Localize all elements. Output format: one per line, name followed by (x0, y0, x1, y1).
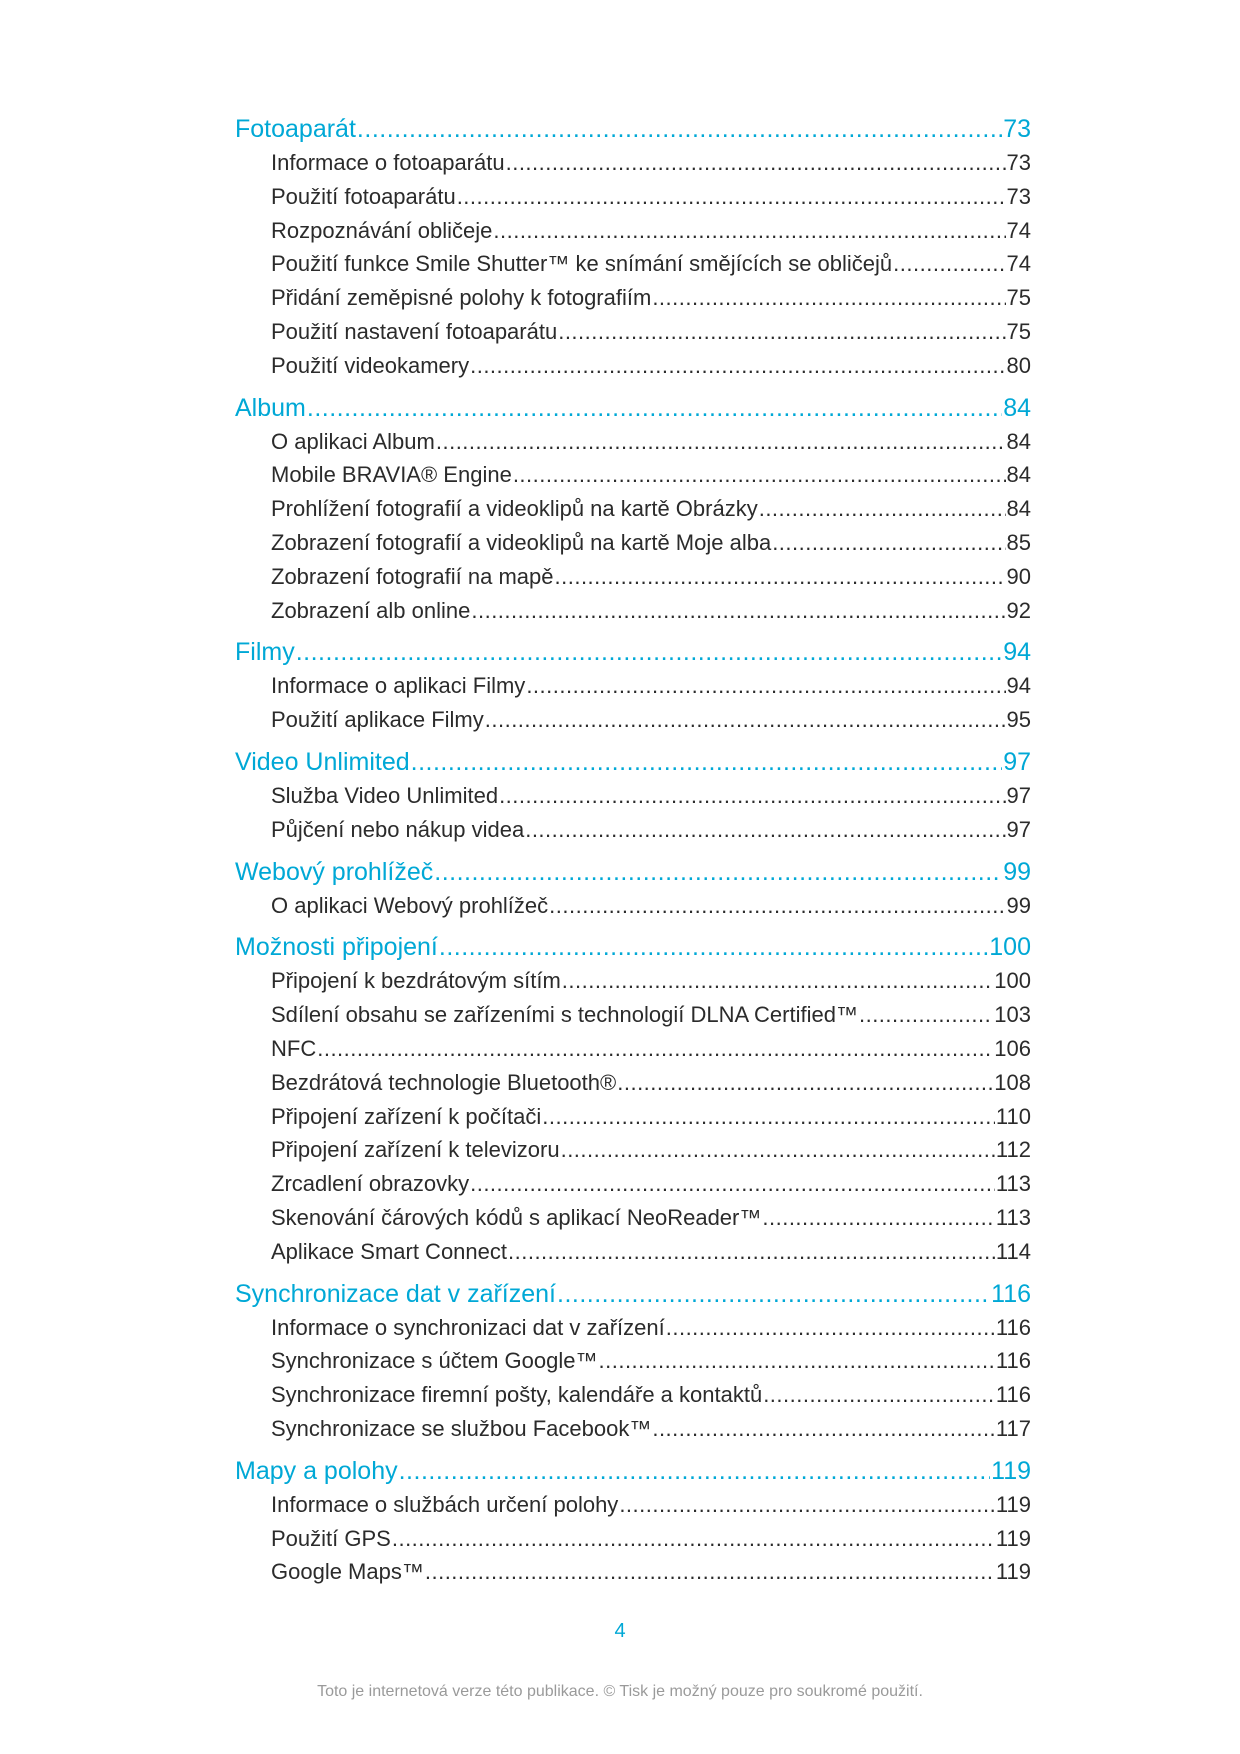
toc-entry[interactable] (235, 247, 1031, 281)
toc-chapter-page: 84 (1003, 393, 1031, 422)
toc-entry-page: 84 (1006, 462, 1031, 488)
toc-entry-title: Přidání zeměpisné polohy k fotografiím (271, 285, 652, 311)
toc-entry-title: Použití videokamery (271, 352, 470, 378)
toc-leader-dots (296, 635, 1002, 669)
toc-leader-dots (555, 560, 1006, 594)
toc-entry-page: 97 (1006, 782, 1031, 808)
toc-entry-title: Informace o fotoaparátu (271, 150, 505, 175)
toc-entry-page: 80 (1006, 352, 1031, 378)
toc-entry-title: Připojení zařízení k počítači (271, 1103, 542, 1129)
toc-entry-page: 119 (995, 1525, 1031, 1551)
toc-entry-page: 94 (1006, 673, 1031, 699)
toc-entry-page: 100 (994, 968, 1031, 994)
toc-entry-title: Zobrazení fotografií a videoklipů na kartě Moje alba (271, 529, 772, 555)
toc-entry-page: 103 (994, 1002, 1031, 1028)
toc-entry-title: Rozpoznávání obličeje (271, 217, 493, 243)
toc-entry[interactable] (235, 1488, 1031, 1522)
toc-entry-page: 114 (995, 1238, 1031, 1264)
toc-entry-page: 119 (995, 1559, 1031, 1585)
toc-leader-dots (493, 214, 1005, 248)
toc-entry[interactable] (235, 425, 1031, 459)
toc-leader-dots (470, 349, 1005, 383)
toc-leader-dots (506, 146, 1006, 180)
toc-chapter[interactable] (235, 855, 1031, 889)
toc-leader-dots (617, 1066, 993, 1100)
toc-entry-title: Použití aplikace Filmy (271, 707, 484, 733)
toc-entry-page: 112 (995, 1137, 1031, 1163)
toc-leader-dots (513, 458, 1006, 492)
toc-entry[interactable] (235, 813, 1031, 847)
toc-leader-dots (434, 855, 1002, 889)
toc-entry[interactable] (235, 1522, 1031, 1556)
toc-entry[interactable] (235, 1167, 1031, 1201)
toc-leader-dots (317, 1032, 993, 1066)
toc-leader-dots (762, 1201, 995, 1235)
toc-leader-dots (542, 1100, 995, 1134)
toc-entry-title: Použití GPS (271, 1525, 391, 1551)
toc-entry[interactable] (235, 1100, 1031, 1134)
toc-chapter-page: 116 (991, 1279, 1031, 1308)
toc-chapter[interactable] (235, 1277, 1031, 1311)
toc-entry-page: 108 (994, 1069, 1031, 1095)
toc-leader-dots (619, 1488, 995, 1522)
toc-entry[interactable] (235, 669, 1031, 703)
toc-entry[interactable] (235, 889, 1031, 923)
toc-entry-title: Synchronizace firemní pošty, kalendáře a kontaktů (271, 1382, 763, 1408)
toc-entry[interactable] (235, 458, 1031, 492)
toc-chapter-page: 119 (991, 1456, 1031, 1485)
toc-chapter[interactable] (235, 1454, 1031, 1488)
toc-entry-page: 99 (1006, 892, 1031, 918)
toc-entry[interactable] (235, 315, 1031, 349)
toc-entry[interactable] (235, 560, 1031, 594)
toc-entry-title: Skenování čárových kódů s aplikací NeoReader™ (271, 1204, 762, 1230)
toc-entry[interactable] (235, 1378, 1031, 1412)
toc-entry[interactable] (235, 1311, 1031, 1345)
toc-leader-dots (425, 1555, 995, 1589)
toc-entry-page: 117 (995, 1415, 1031, 1441)
toc-leader-dots (399, 1454, 991, 1488)
toc-entry-title: Informace o aplikaci Filmy (271, 673, 526, 699)
toc-leader-dots (392, 1522, 995, 1556)
toc-entry[interactable] (235, 214, 1031, 248)
toc-entry-page: 116 (995, 1348, 1031, 1374)
toc-chapter-page: 97 (1003, 747, 1031, 776)
toc-entry[interactable] (235, 703, 1031, 737)
toc-chapter[interactable] (235, 635, 1031, 669)
toc-chapter-page: 100 (989, 933, 1031, 962)
toc-leader-dots (525, 813, 1005, 847)
toc-leader-dots (763, 1378, 995, 1412)
toc-leader-dots (666, 1311, 995, 1345)
toc-leader-dots (508, 1235, 995, 1269)
toc-chapter-title: Možnosti připojení (235, 933, 438, 962)
toc-entry[interactable] (235, 1555, 1031, 1589)
toc-entry-title: Synchronizace se službou Facebook™ (271, 1415, 652, 1441)
toc-chapter[interactable] (235, 112, 1031, 146)
toc-entry-page: 119 (995, 1491, 1031, 1517)
toc-leader-dots (772, 526, 1005, 560)
toc-entry-page: 75 (1006, 285, 1031, 311)
toc-entry-page: 92 (1006, 597, 1031, 623)
toc-leader-dots (652, 281, 1005, 315)
toc-entry[interactable] (235, 998, 1031, 1032)
table-of-contents (235, 112, 1031, 1589)
toc-chapter[interactable] (235, 930, 1031, 964)
toc-entry[interactable] (235, 964, 1031, 998)
toc-entry-title: Zobrazení fotografií na mapě (271, 563, 554, 589)
toc-chapter-title: Webový prohlížeč (235, 857, 434, 886)
toc-leader-dots (759, 492, 1006, 526)
toc-leader-dots (549, 889, 1005, 923)
toc-leader-dots (859, 998, 993, 1032)
toc-entry-title: Informace o synchronizaci dat v zařízení (271, 1314, 665, 1340)
toc-entry-title: Zobrazení alb online (271, 597, 471, 623)
toc-entry-page: 73 (1006, 150, 1031, 175)
toc-leader-dots (307, 391, 1002, 425)
toc-entry-title: Použití funkce Smile Shutter™ ke snímání smějících se obličejů (271, 251, 893, 277)
toc-entry[interactable] (235, 180, 1031, 214)
toc-entry[interactable] (235, 1066, 1031, 1100)
toc-entry-page: 90 (1006, 563, 1031, 589)
toc-entry-title: Připojení k bezdrátovým sítím (271, 968, 561, 994)
toc-entry-title: Prohlížení fotografií a videoklipů na kartě Obrázky (271, 496, 758, 522)
toc-leader-dots (562, 964, 994, 998)
toc-chapter-title: Fotoaparát (235, 115, 356, 143)
toc-entry-page: 84 (1006, 496, 1031, 522)
toc-entry[interactable] (235, 146, 1031, 180)
toc-chapter-title: Mapy a polohy (235, 1456, 398, 1485)
toc-entry-title: NFC (271, 1035, 317, 1061)
toc-entry-page: 113 (995, 1171, 1031, 1197)
toc-entry[interactable] (235, 594, 1031, 628)
toc-entry-title: Bezdrátová technologie Bluetooth® (271, 1069, 617, 1095)
toc-entry-title: Použití fotoaparátu (271, 183, 456, 209)
footer-note: Toto je internetová verze této publikace. © Tisk je možný pouze pro soukromé použití. (317, 1683, 923, 1700)
toc-entry-title: Google Maps™ (271, 1559, 424, 1585)
toc-chapter-title: Album (235, 393, 306, 422)
toc-leader-dots (457, 180, 1006, 214)
toc-entry-title: Sdílení obsahu se zařízeními s technologií DLNA Certified™ (271, 1002, 858, 1028)
toc-entry[interactable] (235, 526, 1031, 560)
toc-entry[interactable] (235, 1133, 1031, 1167)
toc-leader-dots (499, 779, 1005, 813)
toc-entry-title: Mobile BRAVIA® Engine (271, 462, 512, 488)
toc-entry-page: 95 (1006, 707, 1031, 733)
toc-entry[interactable] (235, 1032, 1031, 1066)
toc-entry-title: Informace o službách určení polohy (271, 1491, 619, 1517)
toc-leader-dots (471, 594, 1005, 628)
toc-entry-title: Služba Video Unlimited (271, 782, 499, 808)
toc-entry[interactable] (235, 1201, 1031, 1235)
toc-chapter-title: Video Unlimited (235, 747, 410, 776)
toc-entry-page: 97 (1006, 816, 1031, 842)
toc-entry-title: O aplikaci Webový prohlížeč (271, 892, 549, 918)
toc-entry[interactable] (235, 1412, 1031, 1446)
toc-entry[interactable] (235, 492, 1031, 526)
toc-entry-page: 106 (994, 1035, 1031, 1061)
toc-leader-dots (652, 1412, 995, 1446)
toc-entry[interactable] (235, 1235, 1031, 1269)
toc-entry-title: Synchronizace s účtem Google™ (271, 1348, 598, 1374)
toc-leader-dots (557, 1277, 990, 1311)
toc-entry-page: 113 (995, 1204, 1031, 1230)
toc-entry-page: 116 (995, 1382, 1031, 1408)
toc-entry-title: Zrcadlení obrazovky (271, 1171, 470, 1197)
toc-leader-dots (485, 703, 1006, 737)
toc-entry-title: O aplikaci Album (271, 428, 435, 454)
toc-leader-dots (599, 1344, 995, 1378)
toc-entry-page: 116 (995, 1314, 1031, 1340)
toc-entry[interactable] (235, 281, 1031, 315)
toc-leader-dots (561, 1133, 995, 1167)
toc-entry-page: 74 (1006, 251, 1031, 277)
toc-chapter-page: 94 (1003, 638, 1031, 667)
toc-leader-dots (439, 930, 988, 964)
toc-leader-dots (526, 669, 1005, 703)
toc-entry-page: 73 (1006, 183, 1031, 209)
toc-leader-dots (470, 1167, 995, 1201)
toc-chapter[interactable] (235, 391, 1031, 425)
toc-entry-page: 110 (995, 1103, 1031, 1129)
toc-entry-page: 74 (1006, 217, 1031, 243)
toc-chapter-title: Synchronizace dat v zařízení (235, 1279, 556, 1308)
toc-chapter-page: 99 (1003, 857, 1031, 886)
toc-entry-title: Připojení zařízení k televizoru (271, 1137, 560, 1163)
toc-chapter-page: 73 (1003, 115, 1031, 143)
toc-leader-dots (411, 745, 1003, 779)
toc-entry-title: Aplikace Smart Connect (271, 1238, 507, 1264)
toc-entry-page: 75 (1006, 318, 1031, 344)
toc-entry[interactable] (235, 1344, 1031, 1378)
toc-entry-title: Půjčení nebo nákup videa (271, 816, 525, 842)
toc-leader-dots (558, 315, 1005, 349)
toc-entry-title: Použití nastavení fotoaparátu (271, 318, 558, 344)
toc-leader-dots (357, 112, 1002, 146)
page-number: 4 (614, 1620, 626, 1642)
toc-entry[interactable] (235, 349, 1031, 383)
toc-entry-page: 84 (1006, 428, 1031, 454)
toc-chapter-title: Filmy (235, 638, 295, 667)
toc-chapter[interactable] (235, 745, 1031, 779)
toc-leader-dots (436, 425, 1006, 459)
toc-leader-dots (893, 247, 1005, 281)
toc-entry[interactable] (235, 779, 1031, 813)
toc-entry-page: 85 (1006, 529, 1031, 555)
